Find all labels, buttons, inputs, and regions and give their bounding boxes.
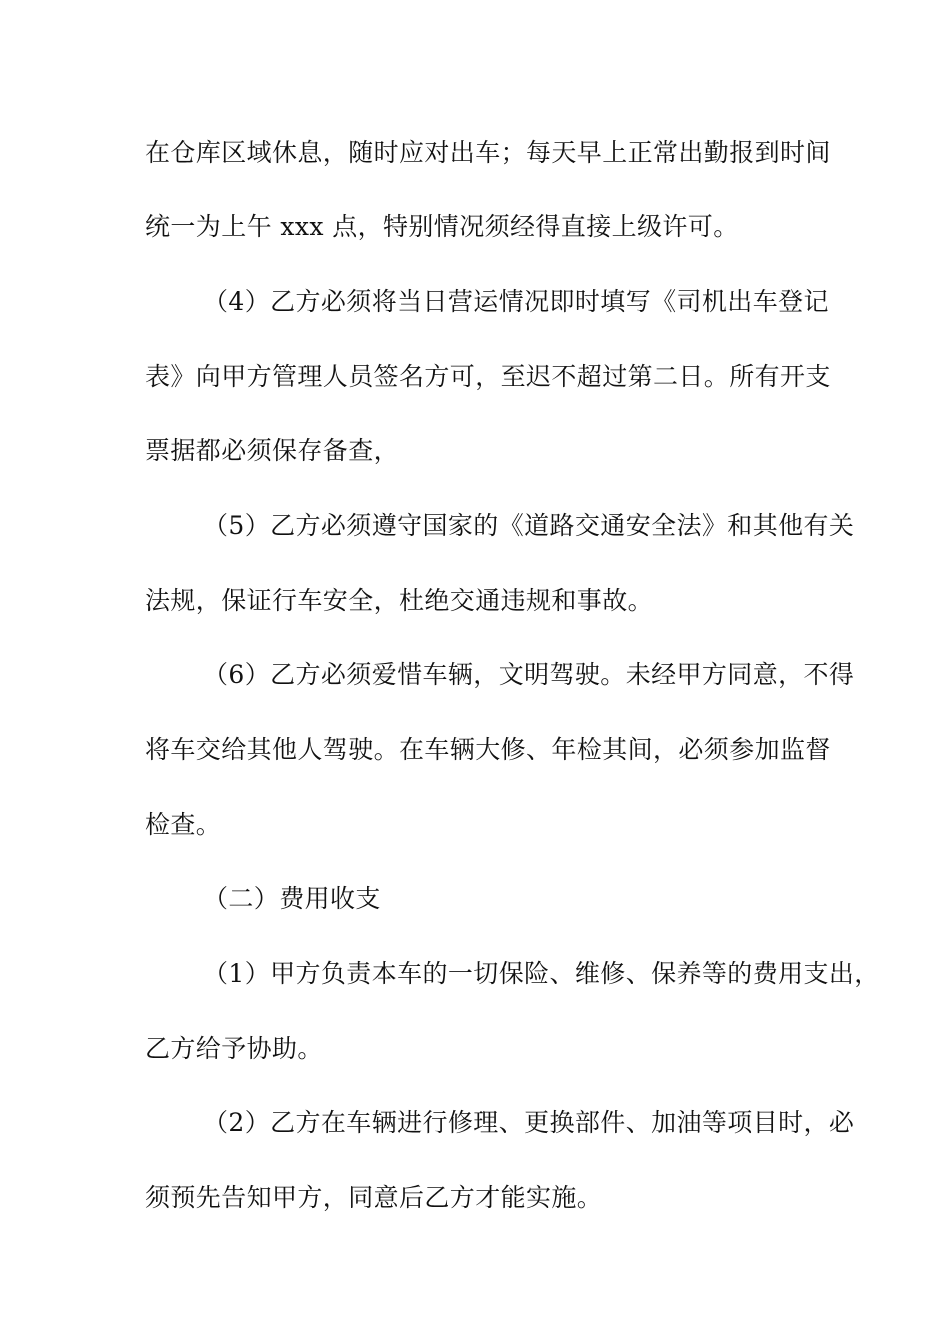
text-line: 检查。: [145, 810, 222, 839]
text-line: 统一为上午 xxx 点，特别情况须经得直接上级许可。: [145, 212, 739, 241]
paragraph-5-line: （5）乙方必须遵守国家的《道路交通安全法》和其他有关: [203, 511, 855, 540]
paragraph-1-line: （1）甲方负责本车的一切保险、维修、保养等的费用支出，: [203, 959, 880, 988]
text-line: 将车交给其他人驾驶。在车辆大修、年检其间，必须参加监督: [145, 735, 831, 764]
text-line: 须预先告知甲方，同意后乙方才能实施。: [145, 1183, 603, 1212]
paragraph-6-line: （6）乙方必须爱惜车辆，文明驾驶。未经甲方同意，不得: [203, 660, 855, 689]
text-line: 表》向甲方管理人员签名方可，至迟不超过第二日。所有开支: [145, 362, 831, 391]
text-line: 法规，保证行车安全，杜绝交通违规和事故。: [145, 586, 654, 615]
text-line: 票据都必须保存备查，: [145, 436, 400, 465]
text-line: 乙方给予协助。: [145, 1034, 323, 1063]
paragraph-4-line: （4）乙方必须将当日营运情况即时填写《司机出车登记: [203, 287, 829, 316]
paragraph-2-line: （2）乙方在车辆进行修理、更换部件、加油等项目时，必: [203, 1108, 855, 1137]
text-line: 在仓库区域休息，随时应对出车；每天早上正常出勤报到时间: [145, 138, 831, 167]
section-heading: （二）费用收支: [203, 884, 381, 913]
